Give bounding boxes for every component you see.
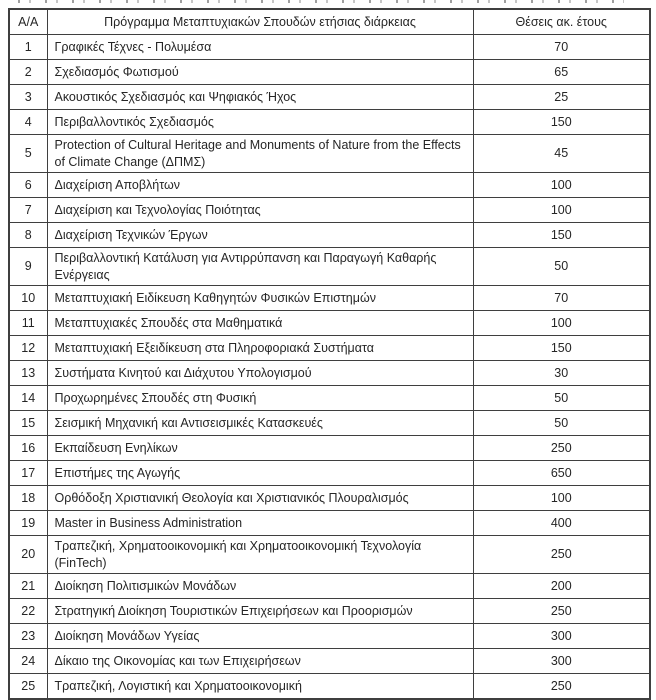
seats-cell: 250 — [473, 674, 650, 700]
table-row — [9, 311, 650, 336]
seats-cell: 25 — [473, 85, 650, 110]
program-name-cell: Γραφικές Τέχνες - Πολυμέσα — [47, 35, 473, 60]
header-row — [9, 9, 650, 35]
row-number-cell: 4 — [9, 110, 47, 135]
row-number-cell: 3 — [9, 85, 47, 110]
header-cell-program: Πρόγραμμα Μεταπτυχιακών Σπουδών ετήσιας διάρκειας — [47, 9, 473, 35]
table-row — [9, 60, 650, 85]
cropped-text-remnant — [18, 0, 624, 3]
table-row — [9, 135, 650, 173]
table-row — [9, 461, 650, 486]
table-row — [9, 511, 650, 536]
table-row — [9, 649, 650, 674]
row-number-cell: 8 — [9, 223, 47, 248]
table-row — [9, 85, 650, 110]
row-number-cell: 23 — [9, 624, 47, 649]
table-row — [9, 411, 650, 436]
row-number-cell: 16 — [9, 436, 47, 461]
postgraduate-programs-table — [8, 8, 651, 700]
seats-cell: 300 — [473, 649, 650, 674]
row-number-cell: 15 — [9, 411, 47, 436]
program-name-cell: Ακουστικός Σχεδιασμός και Ψηφιακός Ήχος — [47, 85, 473, 110]
row-number-cell: 19 — [9, 511, 47, 536]
seats-cell: 70 — [473, 286, 650, 311]
row-number-cell: 24 — [9, 649, 47, 674]
seats-cell: 100 — [473, 486, 650, 511]
seats-cell: 400 — [473, 511, 650, 536]
program-name-cell: Δίκαιο της Οικονομίας και των Επιχειρήσεων — [47, 649, 473, 674]
seats-cell: 100 — [473, 198, 650, 223]
seats-cell: 65 — [473, 60, 650, 85]
table-row — [9, 35, 650, 60]
program-name-cell: Συστήματα Κινητού και Διάχυτου Υπολογισμού — [47, 361, 473, 386]
table-row — [9, 336, 650, 361]
program-name-cell: Σεισμική Μηχανική και Αντισεισμικές Κατασκευές — [47, 411, 473, 436]
seats-cell: 100 — [473, 173, 650, 198]
program-name-cell: Τραπεζική, Χρηματοοικονομική και Χρηματοοικονομική Τεχνολογία (FinTech) — [47, 536, 473, 574]
program-name-cell: Τραπεζική, Λογιστική και Χρηματοοικονομική — [47, 674, 473, 700]
program-name-cell: Διαχείριση και Τεχνολογίας Ποιότητας — [47, 198, 473, 223]
table-row — [9, 486, 650, 511]
row-number-cell: 20 — [9, 536, 47, 574]
program-name-cell: Διοίκηση Πολιτισμικών Μονάδων — [47, 574, 473, 599]
program-name-cell: Στρατηγική Διοίκηση Τουριστικών Επιχειρήσεων και Προορισμών — [47, 599, 473, 624]
program-name-cell: Επιστήμες της Αγωγής — [47, 461, 473, 486]
row-number-cell: 17 — [9, 461, 47, 486]
row-number-cell: 5 — [9, 135, 47, 173]
table-row — [9, 173, 650, 198]
row-number-cell: 12 — [9, 336, 47, 361]
table-row — [9, 536, 650, 574]
program-name-cell: Διαχείριση Αποβλήτων — [47, 173, 473, 198]
row-number-cell: 2 — [9, 60, 47, 85]
seats-cell: 150 — [473, 110, 650, 135]
table-row — [9, 599, 650, 624]
seats-cell: 50 — [473, 411, 650, 436]
seats-cell: 250 — [473, 536, 650, 574]
header-cell-number: Α/Α — [9, 9, 47, 35]
seats-cell: 150 — [473, 223, 650, 248]
table-row — [9, 386, 650, 411]
seats-cell: 650 — [473, 461, 650, 486]
row-number-cell: 25 — [9, 674, 47, 700]
seats-cell: 45 — [473, 135, 650, 173]
table-row — [9, 286, 650, 311]
table-row — [9, 624, 650, 649]
seats-cell: 300 — [473, 624, 650, 649]
table-row — [9, 574, 650, 599]
seats-cell: 250 — [473, 436, 650, 461]
seats-cell: 150 — [473, 336, 650, 361]
program-name-cell: Μεταπτυχιακές Σπουδές στα Μαθηματικά — [47, 311, 473, 336]
program-name-cell: Ορθόδοξη Χριστιανική Θεολογία και Χριστιανικός Πλουραλισμός — [47, 486, 473, 511]
row-number-cell: 6 — [9, 173, 47, 198]
row-number-cell: 11 — [9, 311, 47, 336]
row-number-cell: 7 — [9, 198, 47, 223]
row-number-cell: 18 — [9, 486, 47, 511]
program-name-cell: Σχεδιασμός Φωτισμού — [47, 60, 473, 85]
table-row — [9, 198, 650, 223]
program-name-cell: Διοίκηση Μονάδων Υγείας — [47, 624, 473, 649]
table-row — [9, 110, 650, 135]
program-name-cell: Protection of Cultural Heritage and Monuments of Nature from the Effects of Climate Change (ΔΠΜΣ) — [47, 135, 473, 173]
row-number-cell: 13 — [9, 361, 47, 386]
seats-cell: 250 — [473, 599, 650, 624]
table-row — [9, 361, 650, 386]
row-number-cell: 21 — [9, 574, 47, 599]
table-row — [9, 674, 650, 700]
seats-cell: 100 — [473, 311, 650, 336]
table-row — [9, 223, 650, 248]
table-row — [9, 436, 650, 461]
row-number-cell: 22 — [9, 599, 47, 624]
header-cell-seats: Θέσεις ακ. έτους — [473, 9, 650, 35]
row-number-cell: 14 — [9, 386, 47, 411]
program-name-cell: Master in Business Administration — [47, 511, 473, 536]
table-row — [9, 248, 650, 286]
seats-cell: 50 — [473, 386, 650, 411]
program-name-cell: Εκπαίδευση Ενηλίκων — [47, 436, 473, 461]
row-number-cell: 10 — [9, 286, 47, 311]
program-name-cell: Μεταπτυχιακή Εξειδίκευση στα Πληροφοριακά Συστήματα — [47, 336, 473, 361]
program-name-cell: Μεταπτυχιακή Ειδίκευση Καθηγητών Φυσικών Επιστημών — [47, 286, 473, 311]
program-name-cell: Περιβαλλοντική Κατάλυση για Αντιρρύπανση και Παραγωγή Καθαρής Ενέργειας — [47, 248, 473, 286]
seats-cell: 50 — [473, 248, 650, 286]
table-body — [9, 35, 650, 700]
seats-cell: 200 — [473, 574, 650, 599]
row-number-cell: 1 — [9, 35, 47, 60]
row-number-cell: 9 — [9, 248, 47, 286]
program-name-cell: Περιβαλλοντικός Σχεδιασμός — [47, 110, 473, 135]
seats-cell: 70 — [473, 35, 650, 60]
table-header — [9, 9, 650, 35]
seats-cell: 30 — [473, 361, 650, 386]
program-name-cell: Προχωρημένες Σπουδές στη Φυσική — [47, 386, 473, 411]
program-name-cell: Διαχείριση Τεχνικών Έργων — [47, 223, 473, 248]
